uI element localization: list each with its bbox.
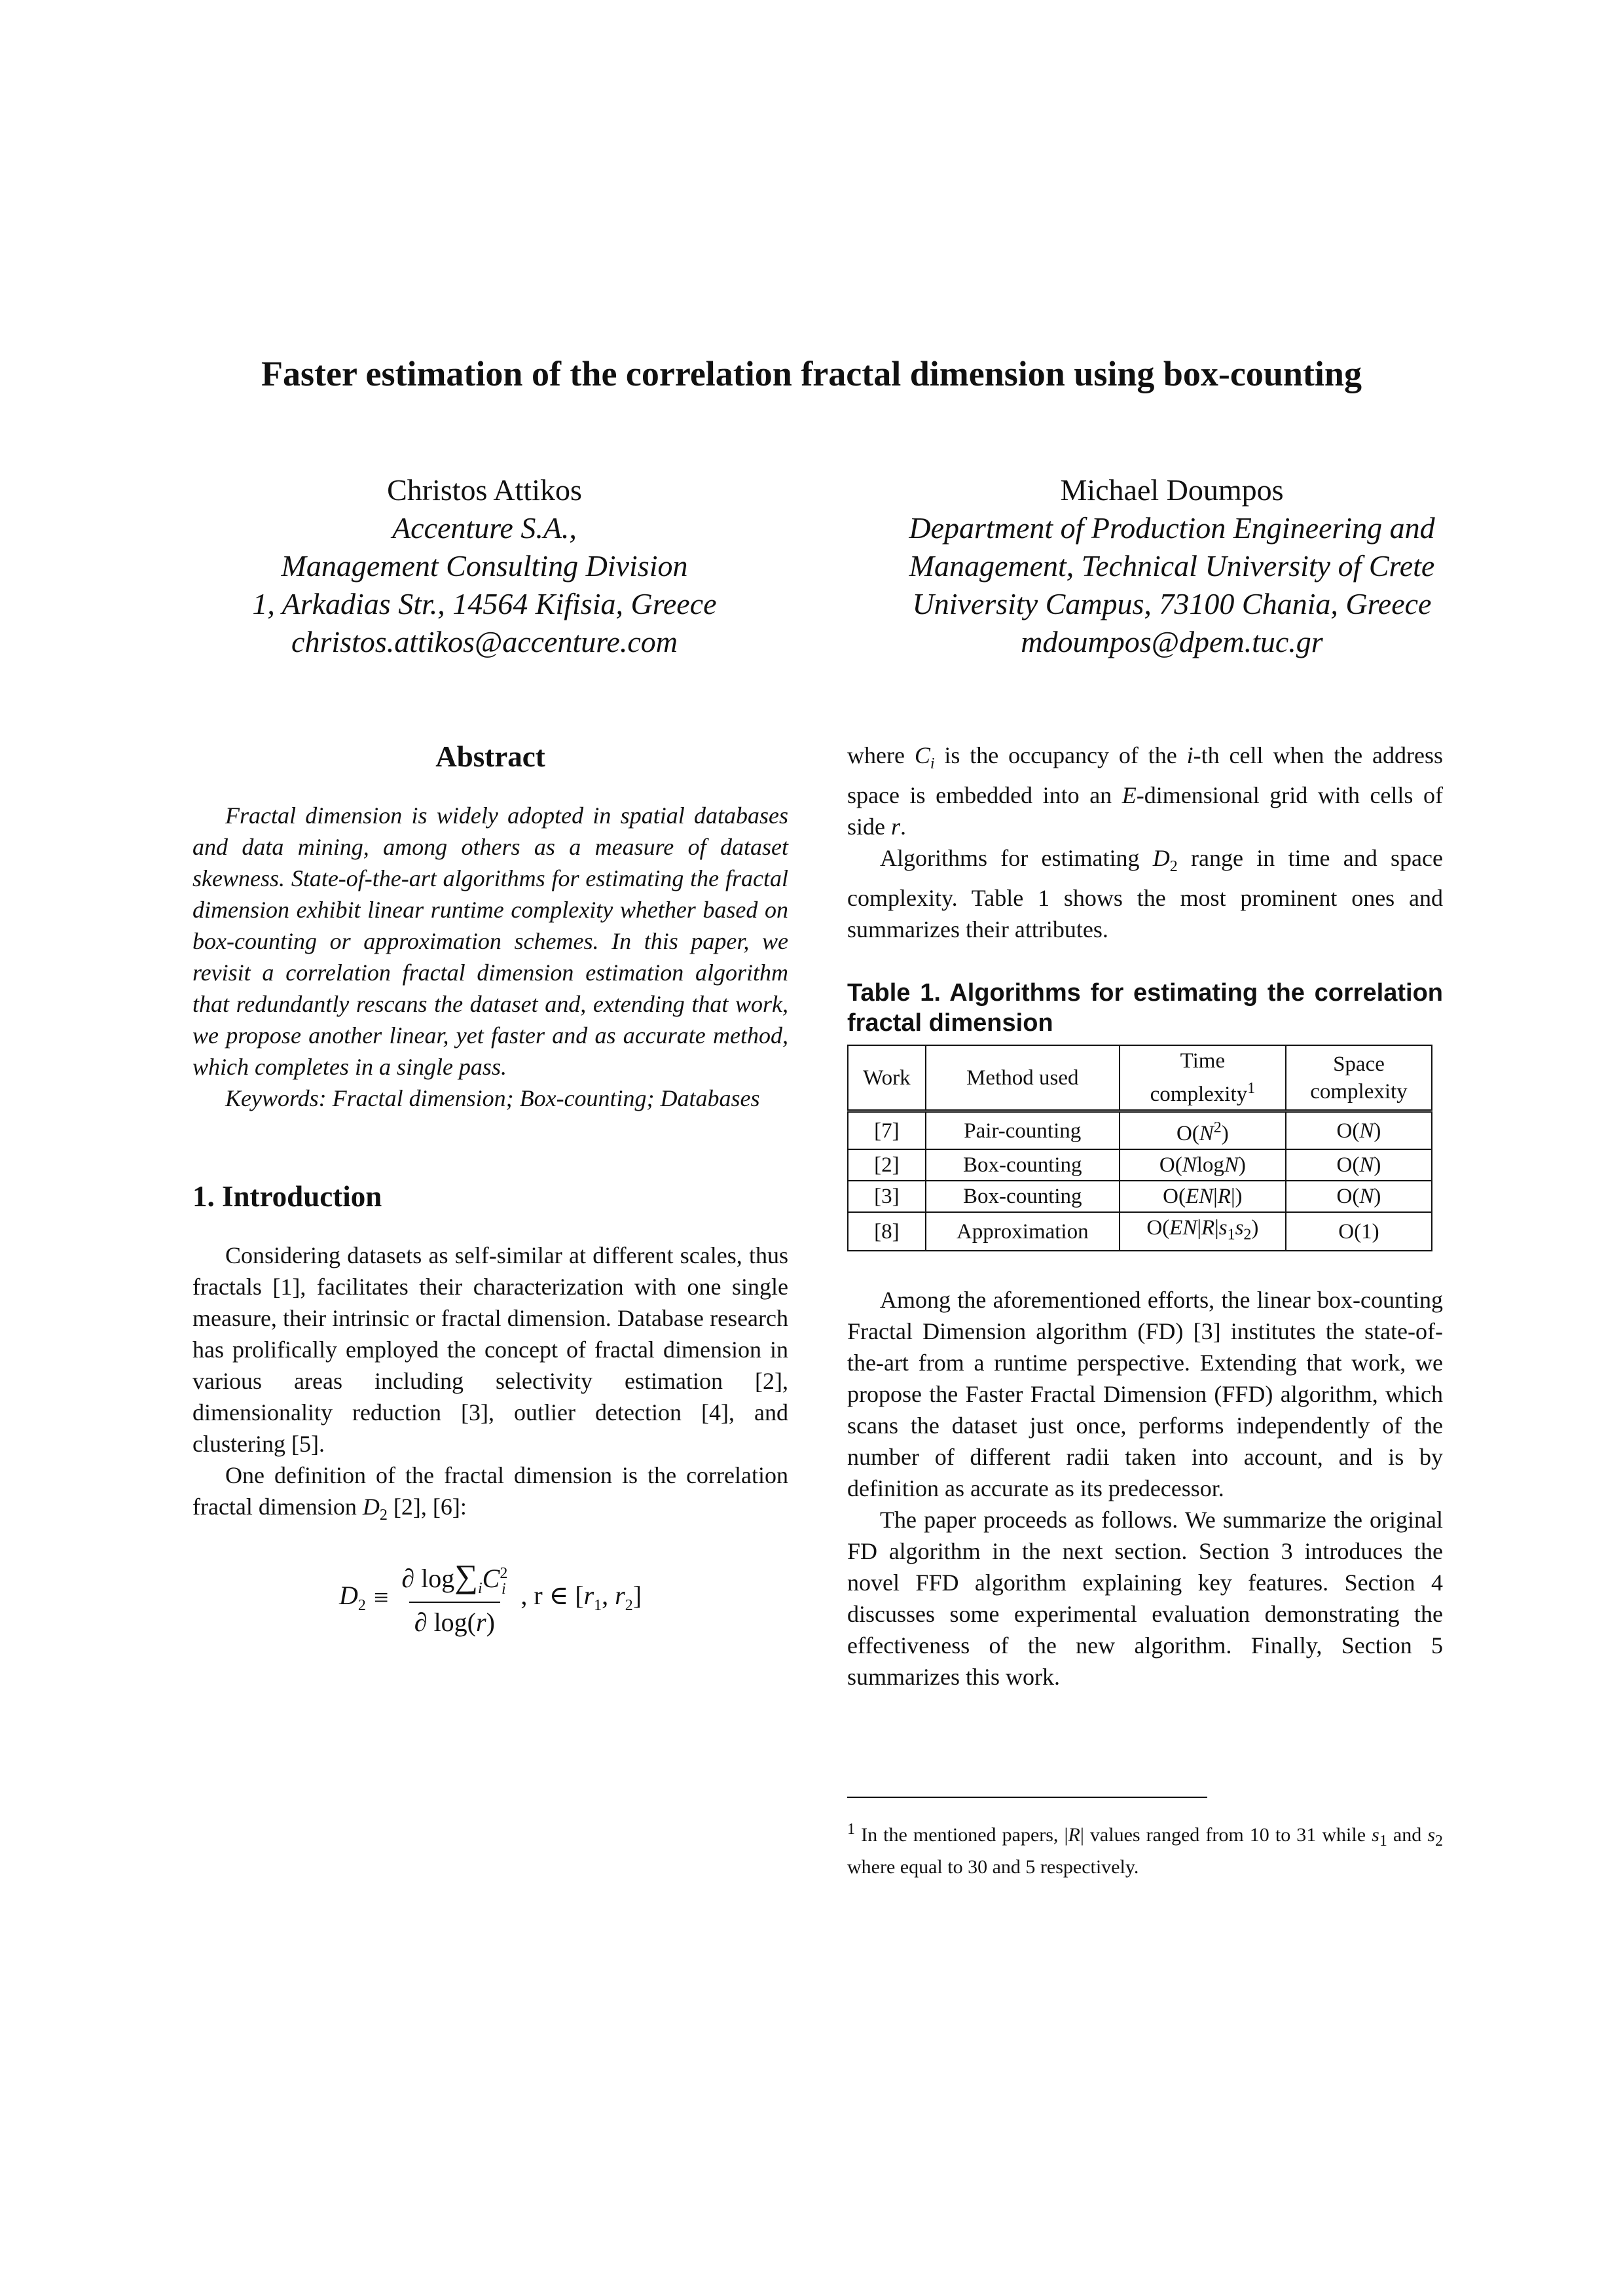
symbol-d: D [362,1494,380,1520]
paper-title: Faster estimation of the correlation fractal dimension using box-counting [261,354,1362,393]
author-email: mdoumpos@dpem.tuc.gr [1021,625,1323,658]
eq-subscript: 2 [357,1597,366,1615]
footnote-mark: 1 [1247,1080,1256,1098]
author-name: Michael Doumpos [1060,473,1284,507]
cell-space: O(N) [1286,1181,1432,1212]
cell-space: O(1) [1286,1212,1432,1251]
eq-sub: 2 [625,1597,633,1615]
algorithms-table [847,1045,1432,1251]
abstract-text: Fractal dimension is widely adopted in spatial databases and data mining, among others as a measure of dataset skewness. State-of-the-art algorithms for estimating the fractal dimension exhibit linear runtime complexity whether based on box-counting or approximation schemes. In this paper, we revisit a correlation fractal dimension estimation algorithm that redundantly rescans the dataset and, extending that work, we propose another linear, yet faster and as accurate method, which completes in a single pass. [192,802,788,1080]
symbol: D [1152,845,1170,872]
eq-r1: r [583,1581,594,1611]
cell-space: O(N) [1286,1149,1432,1181]
eq-partial-log: ∂ log( [414,1607,476,1638]
eq-comma: , [602,1581,615,1611]
header-text: complexity [1310,1079,1408,1103]
symbol: E [1122,782,1137,809]
text-run: [2], [6]: [387,1494,467,1520]
footnote-divider [847,1797,1207,1798]
text-run: -dimensional grid with cells of side [847,782,1443,840]
equation-d2 [192,1557,788,1662]
text-run: range in time and space complexity. Table 1 shows the most prominent ones and summarizes their attributes. [847,845,1443,943]
subscript: 1 [1379,1833,1387,1850]
left-column [192,740,788,1662]
symbol: i [1186,742,1194,768]
cell-method: Box-counting [926,1181,1120,1212]
text-run: In the mentioned papers, | [855,1824,1068,1846]
right-paragraph-3: Among the aforementioned efforts, the linear box-counting Fractal Dimension algorithm (FD) [3] institutes the state-of-the-art from a runtime perspective. Extending that work, we propose the Faster Fractal Dimension (FFD) algorithm, which scans the dataset just once, performs independently of the number of different radii taken into account, and is by definition as accurate as its predecessor. [847,1286,1443,1501]
header-text: Space [1333,1052,1385,1076]
eq-symbol: D [338,1581,358,1611]
text-run: . [900,814,907,840]
table-caption: Table 1. Algorithms for estimating the correlation fractal dimension [847,979,1443,1037]
cell-work: [2] [848,1149,926,1181]
cell-work: [3] [848,1181,926,1212]
eq-partial-log: ∂ log [401,1564,455,1594]
subscript: i [930,755,935,773]
author-block-1 [164,471,805,661]
author-email: christos.attikos@accenture.com [291,625,678,658]
table-row [848,1111,1432,1150]
cell-time: $O(EN|R|s_1s_2)$ [1120,1212,1286,1251]
header-work: Work [848,1045,926,1111]
author-address: University Campus, 73100 Chania, Greece [912,587,1432,620]
table-row [848,1212,1432,1251]
author-affiliation: Department of Production Engineering and [909,511,1435,545]
header-space [1286,1045,1432,1111]
header-text: Time [1180,1049,1226,1073]
symbol: r [891,814,901,840]
equation-fraction [396,1557,513,1638]
intro-paragraph-1: Considering datasets as self-similar at different scales, thus fractals [1], facilitates their characterization with one single measure, their intrinsic or fractal dimension. Database research has prolifically employed the concept of fractal dimension in various areas including selectivity estimation [2], dimensionality reduction [3], outlier detection [4], and clustering [5]. [192,1242,788,1457]
eq-denominator [409,1602,500,1638]
text-run: One definition of the fractal dimension is the correlation fractal dimension [192,1462,788,1520]
eq-var-c: C [482,1564,500,1594]
symbol: C [914,742,930,768]
cell-time: O(NlogN) [1120,1149,1286,1181]
subscript: 2 [379,1507,388,1524]
eq-paren: ) [486,1607,495,1638]
text-run: is the occupancy of the [934,742,1187,768]
cell-work: [8] [848,1212,926,1251]
introduction-heading: 1. Introduction [192,1180,382,1213]
table-row [848,1149,1432,1181]
eq-sub: i [501,1581,506,1598]
header-time [1120,1045,1286,1111]
text-run: and [1387,1824,1428,1846]
eq-sub: 1 [594,1597,602,1615]
eq-var-r: r [476,1607,486,1638]
table-row [848,1181,1432,1212]
symbol: s [1372,1824,1379,1846]
eq-numerator [396,1557,513,1602]
author-affiliation: Management Consulting Division [281,549,688,583]
right-paragraph-1 [847,740,1443,842]
eq-bracket: ] [632,1581,642,1611]
header-method: Method used [926,1045,1120,1111]
right-column [847,740,1443,1693]
text-run: -th cell when the address space is embedded into an [847,742,1444,809]
footnote-mark: 1 [847,1821,855,1838]
text-run: where equal to 30 and 5 respectively. [847,1856,1139,1878]
intro-paragraph-2 [192,1460,788,1531]
author-name: Christos Attikos [387,473,582,507]
right-paragraph-4: The paper proceeds as follows. We summarize the original FD algorithm in the next section. Section 3 introduces the novel FFD algorithm explaining key features. Section 4 discusses some experimental evaluation demonstrating the effectiveness of the new algorithm. Finally, Section 5 summarizes this work. [847,1506,1443,1690]
author-address: 1, Arkadias Str., 14564 Kifisia, Greece [252,587,717,620]
eq-sup: 2 [500,1565,508,1582]
footnote [847,1816,1443,1880]
equation-lhs [339,1580,366,1615]
eq-range-text: , r ∈ [ [520,1581,584,1611]
subscript: 2 [1169,858,1178,876]
cell-method: Pair-counting [926,1111,1120,1150]
symbol: s [1427,1824,1435,1846]
eq-sum-sign: ∑ [454,1558,478,1595]
cell-work: [7] [848,1111,926,1150]
header-text: complexity [1150,1083,1248,1107]
eq-r2: r [615,1581,625,1611]
text-run: | values ranged from 10 to 31 while [1080,1824,1372,1846]
table-header-row [848,1045,1432,1111]
author-block-2 [825,471,1519,661]
cell-method: Box-counting [926,1149,1120,1181]
symbol: R [1068,1824,1080,1846]
keywords: Keywords: Fractal dimension; Box-counting; Databases [225,1085,760,1111]
cell-time: $O(N^2)$ [1120,1111,1286,1150]
author-affiliation: Management, Technical University of Crete [909,549,1435,583]
cell-space: O(N) [1286,1111,1432,1150]
cell-method: Approximation [926,1212,1120,1251]
eq-sum-index: i [477,1580,483,1598]
author-affiliation: Accenture S.A., [392,511,577,545]
right-paragraph-2 [847,842,1443,945]
text-run: Algorithms for estimating [880,845,1153,872]
cell-time: O(EN|R|) [1120,1181,1286,1212]
eq-range [520,1580,642,1615]
subscript: 2 [1435,1833,1443,1850]
abstract-heading: Abstract [435,740,545,773]
eq-equiv-sign: ≡ [373,1583,389,1613]
text-run: where [847,742,915,768]
